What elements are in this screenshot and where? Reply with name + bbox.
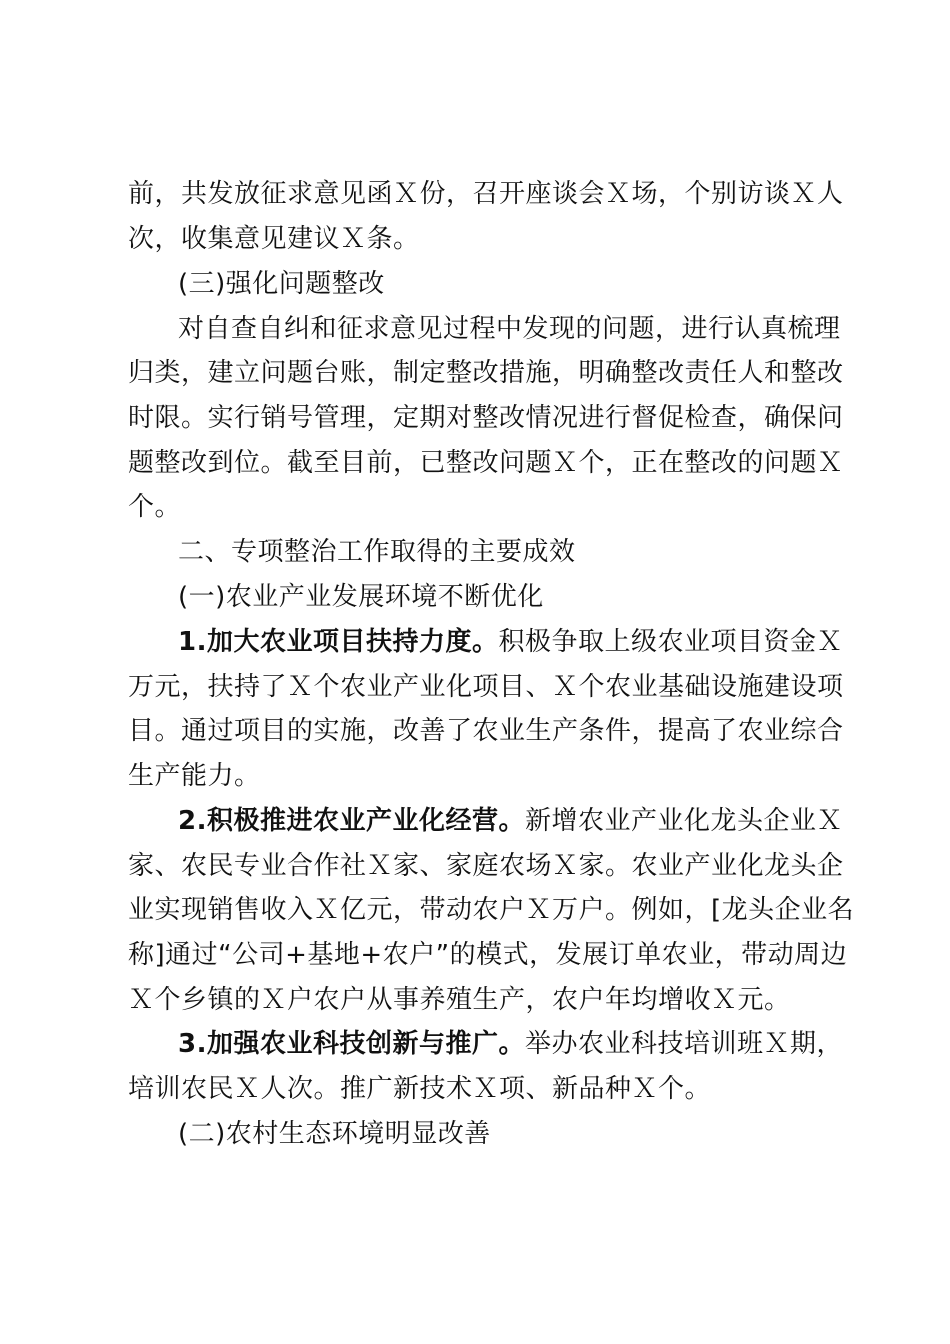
paragraph-line: 2.积极推进农业产业化经营。新增农业产业化龙头企业Ｘ xyxy=(178,806,843,836)
paragraph-line: 1.加大农业项目扶持力度。积极争取上级农业项目资金Ｘ xyxy=(178,627,843,657)
chapter-heading: 二、专项整治工作取得的主要成效 xyxy=(178,537,576,567)
paragraph-line: 生产能力。 xyxy=(128,761,261,791)
paragraph-line: Ｘ个乡镇的Ｘ户农户从事养殖生产，农户年均增收Ｘ元。 xyxy=(128,985,791,1015)
paragraph-line: 时限。实行销号管理，定期对整改情况进行督促检查，确保问 xyxy=(128,403,844,433)
section-heading: (二)农村生态环境明显改善 xyxy=(178,1119,491,1149)
paragraph-line: 培训农民Ｘ人次。推广新技术Ｘ项、新品种Ｘ个。 xyxy=(128,1074,712,1104)
item-heading: 1.加大农业项目扶持力度。 xyxy=(178,627,499,657)
paragraph-line: 目。通过项目的实施，改善了农业生产条件，提高了农业综合 xyxy=(128,716,844,746)
paragraph-line: 个。 xyxy=(128,492,182,522)
paragraph-line: 题整改到位。截至目前，已整改问题Ｘ个，正在整改的问题Ｘ xyxy=(128,448,844,478)
paragraph-line: 归类，建立问题台账，制定整改措施，明确整改责任人和整改 xyxy=(128,358,844,388)
paragraph-line: 次，收集意见建议Ｘ条。 xyxy=(128,224,420,254)
paragraph-line: 万元，扶持了Ｘ个农业产业化项目、Ｘ个农业基础设施建设项 xyxy=(128,672,844,702)
paragraph-line: 称]通过“公司+基地+农户”的模式，发展订单农业，带动周边 xyxy=(128,940,848,970)
paragraph-line: 3.加强农业科技创新与推广。举办农业科技培训班Ｘ期， xyxy=(178,1029,843,1059)
paragraph-line: 对自查自纠和征求意见过程中发现的问题，进行认真梳理 xyxy=(178,314,841,344)
section-heading: (三)强化问题整改 xyxy=(178,269,385,299)
paragraph-line: 家、农民专业合作社Ｘ家、家庭农场Ｘ家。农业产业化龙头企 xyxy=(128,851,844,881)
section-heading: (一)农业产业发展环境不断优化 xyxy=(178,582,544,612)
paragraph-line: 业实现销售收入Ｘ亿元，带动农户Ｘ万户。例如，[龙头企业名 xyxy=(128,895,855,925)
item-heading: 3.加强农业科技创新与推广。 xyxy=(178,1029,525,1059)
item-heading: 2.积极推进农业产业化经营。 xyxy=(178,806,525,836)
paragraph-line: 前，共发放征求意见函Ｘ份，召开座谈会Ｘ场，个别访谈Ｘ人 xyxy=(128,179,844,209)
